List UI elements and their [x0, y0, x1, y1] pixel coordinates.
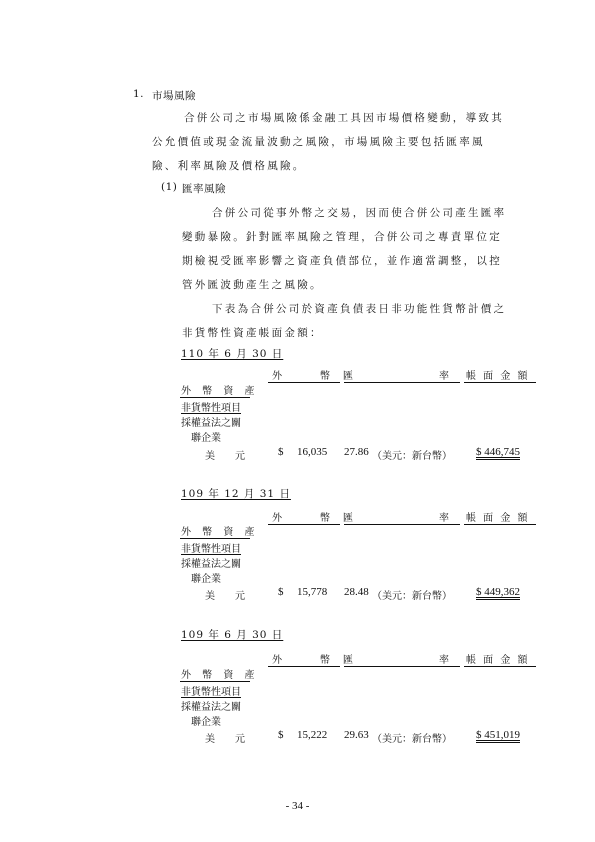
foreign-amount: 16,035 [297, 446, 328, 458]
item-label-line-2: 聯企業 [191, 574, 221, 585]
fx-para2-line-2: 非貨幣性資產帳面金額： [182, 327, 323, 339]
header-carrying-amount: 帳 面 金 額 [466, 371, 530, 382]
header-foreign-assets: 外 幣 資 產 [181, 670, 259, 681]
item-label-line-2: 聯企業 [191, 717, 221, 728]
header-rule-amount [464, 524, 536, 525]
header-rule-assets [180, 681, 250, 682]
section-number: 1. [133, 88, 145, 100]
header-rule-rate [344, 524, 460, 525]
section-title: 市場風險 [152, 90, 196, 102]
header-exchange-rate: 匯 率 [343, 513, 451, 524]
header-rule-assets [180, 538, 250, 539]
amount-dollar-sign: $ [278, 446, 284, 458]
table-date: 110 年 6 月 30 日 [181, 348, 284, 360]
foreign-amount: 15,778 [297, 586, 328, 598]
category-label: 非貨幣性項目 [181, 403, 241, 414]
header-foreign-assets: 外 幣 資 產 [181, 386, 259, 397]
carrying-amount: $ 451,019 [476, 729, 520, 741]
header-rule-rate [344, 666, 460, 667]
carrying-amount: $ 449,362 [476, 586, 520, 598]
header-rule-amount [464, 382, 536, 383]
section-para-line-1: 合併公司之市場風險係金融工具因市場價格變動，導致其 [184, 112, 504, 124]
currency-label: 美 元 [205, 734, 245, 745]
header-foreign-assets: 外 幣 資 產 [181, 527, 259, 538]
currency-label: 美 元 [205, 591, 245, 602]
foreign-amount: 15,222 [297, 729, 328, 741]
page-number: - 34 - [285, 800, 310, 812]
header-rule-amount [464, 666, 536, 667]
header-carrying-amount: 帳 面 金 額 [466, 513, 530, 524]
rate-unit: （美元：新台幣） [372, 734, 452, 745]
header-foreign-currency: 外 幣 [272, 371, 332, 382]
section-para-line-2: 公允價值或現金流量波動之風險，市場風險主要包括匯率風 [152, 136, 485, 148]
item-label-line-1: 採權益法之關 [181, 559, 241, 570]
item-label-line-1: 採權益法之關 [181, 702, 241, 713]
rate-unit: （美元：新台幣） [372, 451, 452, 462]
rate-unit: （美元：新台幣） [372, 591, 452, 602]
header-rule-assets [180, 397, 250, 398]
subsection-number: (1) [161, 181, 178, 193]
item-label-line-1: 採權益法之關 [181, 418, 241, 429]
amount-dollar-sign: $ [278, 586, 284, 598]
exchange-rate: 29.63 [344, 729, 369, 741]
header-foreign-currency: 外 幣 [272, 655, 332, 666]
carrying-amount: $ 446,745 [476, 446, 520, 458]
table-date: 109 年 6 月 30 日 [181, 629, 284, 641]
fx-para-line-3: 期檢視受匯率影響之資產負債部位，並作適當調整，以控 [182, 255, 502, 267]
amount-dollar-sign: $ [278, 729, 284, 741]
exchange-rate: 28.48 [344, 586, 369, 598]
header-rule-currency [268, 382, 340, 383]
header-rule-currency [268, 666, 340, 667]
header-foreign-currency: 外 幣 [272, 513, 332, 524]
subsection-title: 匯率風險 [182, 183, 226, 195]
header-rule-currency [268, 524, 340, 525]
header-rule-rate [344, 382, 460, 383]
item-label-line-2: 聯企業 [191, 433, 221, 444]
fx-para-line-1: 合併公司從事外幣之交易，因而使合併公司產生匯率 [212, 207, 507, 219]
category-label: 非貨幣性項目 [181, 687, 241, 698]
header-carrying-amount: 帳 面 金 額 [466, 655, 530, 666]
currency-label: 美 元 [205, 451, 245, 462]
header-exchange-rate: 匯 率 [343, 655, 451, 666]
section-para-line-3: 險、利率風險及價格風險。 [152, 160, 306, 172]
category-label: 非貨幣性項目 [181, 544, 241, 555]
fx-para2-line-1: 下表為合併公司於資產負債表日非功能性貨幣計價之 [212, 303, 507, 315]
fx-para-line-2: 變動暴險。針對匯率風險之管理，合併公司之專責單位定 [182, 231, 502, 243]
exchange-rate: 27.86 [344, 446, 369, 458]
fx-para-line-4: 管外匯波動產生之風險。 [182, 279, 323, 291]
table-date: 109 年 12 月 31 日 [181, 488, 291, 500]
header-exchange-rate: 匯 率 [343, 371, 451, 382]
